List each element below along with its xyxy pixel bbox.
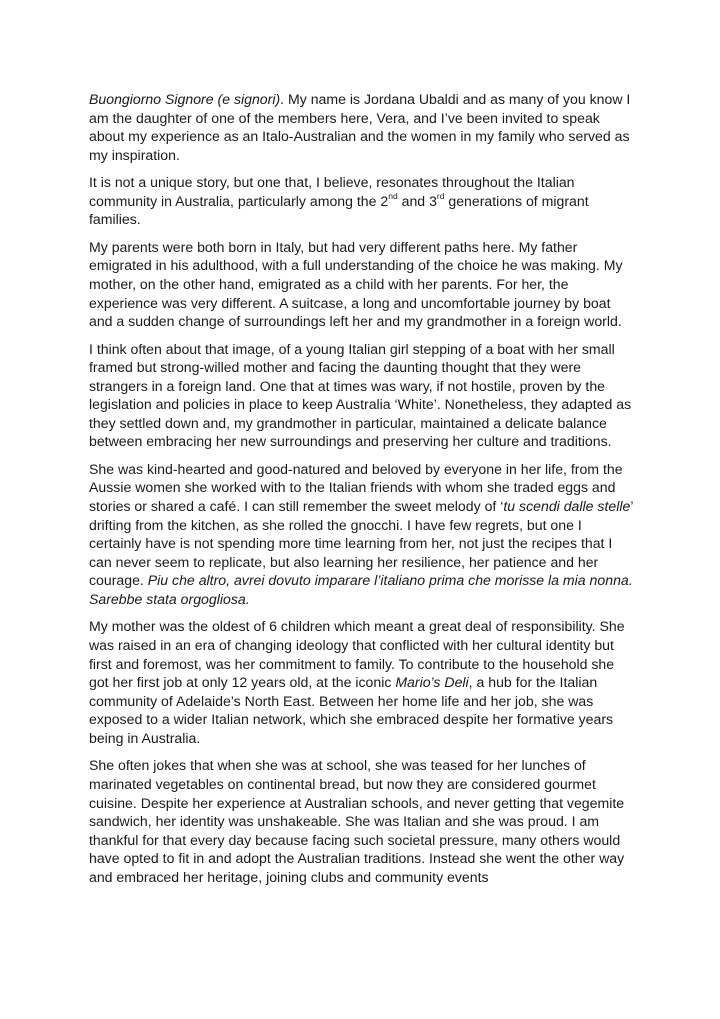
superscript-text: nd <box>388 191 398 202</box>
paragraph-text: generations of migrant families. <box>89 192 589 228</box>
paragraph-text: My mother was the oldest of 6 children which meant a great deal of responsibility. She was raised in an era of changing ideology that conflicted with her cultural identity but first and foremost, was her commitment to family. To contribute to the household she got her first job at only 12 years old, at the iconic <box>89 618 625 691</box>
paragraph <box>89 617 637 747</box>
superscript-text: rd <box>436 191 445 202</box>
italic-text: Buongiorno Signore (e signori) <box>89 91 281 107</box>
paragraph-text: , a hub for the Italian community of Adelaide’s North East. Between her home life and her job, she was exposed to a wider Italian network, which she embraced despite her formative years being in Australia. <box>89 674 614 746</box>
paragraph <box>89 340 637 452</box>
document-body <box>89 90 637 895</box>
paragraph-text: . My name is Jordana Ubaldi and as many of you know I am the daughter of one of the members here, Vera, and I’ve been invited to speak about my experience as an Italo-Australian and the women in my family who served as my inspiration. <box>89 91 631 163</box>
paragraph-text: I think often about that image, of a young Italian girl stepping of a boat with her small framed but strong-willed mother and facing the daunting thought that they were strangers in a foreign land. One that at times was wary, if not hostile, proven by the legislation and policies in place to keep Australia ‘White’. Nonetheless, they adapted as they settled down and, my grandmother in particular, maintained a delicate balance between embracing her new surroundings and preserving her culture and traditions. <box>89 340 632 450</box>
paragraph-text: ’ drifting from the kitchen, as she rolled the gnocchi. I have few regrets, but one I certainly have is not spending more time learning from her, not just the recipes that I can never seem to replicate, but also learning her resilience, her patience and her courage. <box>89 498 633 589</box>
paragraph <box>89 90 637 164</box>
paragraph <box>89 756 637 886</box>
paragraph <box>89 238 637 331</box>
paragraph <box>89 173 637 229</box>
paragraph-text: It is not a unique story, but one that, I believe, resonates throughout the Italian community in Australia, particularly among the 2 <box>89 174 575 209</box>
paragraph-text: She often jokes that when she was at school, she was teased for her lunches of marinated vegetables on continental bread, but now they are considered gourmet cuisine. Despite her experience at Australian schools, and never getting that vegemite sandwich, her identity was unshakeable. She was Italian and she was proud. I am thankful for that every day because facing such societal pressure, many others would have opted to fit in and adopt the Australian traditions. Instead she went the other way and embraced her heritage, joining clubs and community events <box>89 757 625 885</box>
paragraph-text: My parents were both born in Italy, but had very different paths here. My father emigrated in his adulthood, with a full understanding of the choice he was making. My mother, on the other hand, emigrated as a child with her parents. For her, the experience was very different. A suitcase, a long and uncomfortable journey by boat and a sudden change of surroundings left her and my grandmother in a foreign world. <box>89 238 623 330</box>
paragraph-text: and 3 <box>397 192 437 209</box>
italic-text: Piu che altro, avrei dovuto imparare l’italiano prima che morisse la mia nonna. Sarebbe stata orgogliosa. <box>89 572 633 608</box>
paragraph <box>89 460 637 609</box>
italic-text: tu scendi dalle stelle <box>503 498 631 515</box>
italic-text: Mario’s Deli <box>395 674 469 691</box>
paragraph-text: She was kind-hearted and good-natured and beloved by everyone in her life, from the Aussie women she worked with to the Italian friends with whom she traded eggs and stories or shared a café. I can still remember the sweet melody of ‘ <box>89 460 623 515</box>
